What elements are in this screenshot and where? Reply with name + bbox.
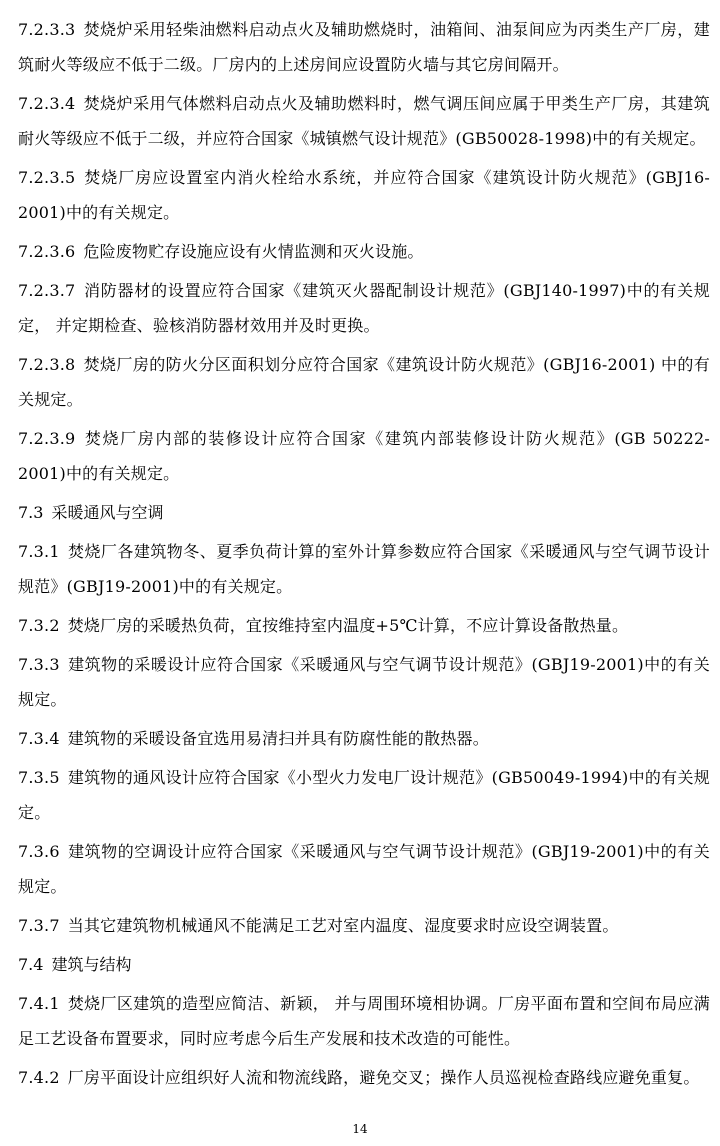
clause-number: 7.4.2 (18, 1068, 60, 1087)
clause-paragraph (18, 986, 710, 1056)
clause-text: 焚烧厂房的防火分区面积划分应符合国家《建筑设计防火规范》(GBJ16-2001) 中的有关规定。 (18, 355, 710, 409)
clause-text: 建筑物的采暖设备宜选用易清扫并具有防腐性能的散热器。 (67, 729, 489, 748)
clause-paragraph (18, 12, 710, 82)
clause-text: 建筑物的采暖设计应符合国家《采暖通风与空气调节设计规范》(GBJ19-2001)中的有关规定。 (18, 655, 710, 709)
clause-number: 7.2.3.6 (18, 242, 76, 261)
clause-text: 危险废物贮存设施应设有火情监测和灭火设施。 (83, 242, 424, 261)
clause-text: 建筑物的空调设计应符合国家《采暖通风与空气调节设计规范》(GBJ19-2001)中的有关规定。 (18, 842, 710, 896)
clause-number: 7.3.7 (18, 916, 60, 935)
clause-paragraph (18, 273, 710, 343)
clause-text: 当其它建筑物机械通风不能满足工艺对室内温度、湿度要求时应设空调装置。 (67, 916, 619, 935)
clause-number: 7.2.3.9 (18, 429, 76, 448)
clause-number: 7.2.3.5 (18, 168, 76, 187)
clause-paragraph (18, 608, 710, 643)
clause-text: 焚烧厂各建筑物冬、夏季负荷计算的室外计算参数应符合国家《采暖通风与空气调节设计规范》(GBJ19-2001)中的有关规定。 (18, 542, 710, 596)
page-number: 14 (352, 1122, 368, 1136)
clause-number: 7.3.6 (18, 842, 60, 861)
clause-paragraph (18, 86, 710, 156)
clause-paragraph (18, 834, 710, 904)
clause-paragraph (18, 160, 710, 230)
clause-number: 7.2.3.3 (18, 20, 76, 39)
clause-paragraph (18, 234, 710, 269)
clause-paragraph (18, 421, 710, 491)
clause-number: 7.2.3.7 (18, 281, 76, 300)
clause-paragraph (18, 534, 710, 604)
section-title: 采暖通风与空调 (51, 503, 164, 522)
clause-text: 焚烧炉采用气体燃料启动点火及辅助燃料时，燃气调压间应属于甲类生产厂房，其建筑耐火等级应不低于二级，并应符合国家《城镇燃气设计规范》(GB50028-1998)中的有关规定。 (18, 94, 710, 148)
clause-number: 7.2.3.4 (18, 94, 76, 113)
clause-number: 7.3.5 (18, 768, 60, 787)
clause-number: 7.3.1 (18, 542, 60, 561)
clause-text: 消防器材的设置应符合国家《建筑灭火器配制设计规范》(GBJ140-1997)中的有关规定， 并定期检查、验核消防器材效用并及时更换。 (18, 281, 710, 335)
clause-number: 7.2.3.8 (18, 355, 76, 374)
clause-number: 7.4.1 (18, 994, 60, 1013)
section-heading (18, 495, 710, 530)
document-body (18, 12, 710, 1099)
clause-text: 焚烧炉采用轻柴油燃料启动点火及辅助燃烧时，油箱间、油泵间应为丙类生产厂房，建筑耐火等级应不低于二级。厂房内的上述房间应设置防火墙与其它房间隔开。 (18, 20, 710, 74)
clause-paragraph (18, 760, 710, 830)
clause-paragraph (18, 347, 710, 417)
clause-paragraph (18, 908, 710, 943)
clause-text: 焚烧厂房应设置室内消火栓给水系统，并应符合国家《建筑设计防火规范》(GBJ16-2001)中的有关规定。 (18, 168, 710, 222)
clause-number: 7.3.4 (18, 729, 60, 748)
clause-paragraph (18, 1060, 710, 1095)
clause-text: 厂房平面设计应组织好人流和物流线路，避免交叉；操作人员巡视检查路线应避免重复。 (67, 1068, 700, 1087)
clause-number: 7.3.2 (18, 616, 60, 635)
clause-text: 焚烧厂区建筑的造型应简洁、新颖， 并与周围环境相协调。厂房平面布置和空间布局应满足工艺设备布置要求，同时应考虑今后生产发展和技术改造的可能性。 (18, 994, 710, 1048)
clause-paragraph (18, 721, 710, 756)
clause-number: 7.3 (18, 503, 44, 522)
clause-number: 7.3.3 (18, 655, 60, 674)
clause-text: 焚烧厂房内部的装修设计应符合国家《建筑内部装修设计防火规范》(GB 50222-2001)中的有关规定。 (18, 429, 710, 483)
clause-paragraph (18, 647, 710, 717)
section-title: 建筑与结构 (51, 955, 132, 974)
clause-text: 焚烧厂房的采暖热负荷，宜按维持室内温度+5℃计算，不应计算设备散热量。 (67, 616, 629, 635)
section-heading (18, 947, 710, 982)
clause-number: 7.4 (18, 955, 44, 974)
clause-text: 建筑物的通风设计应符合国家《小型火力发电厂设计规范》(GB50049-1994)中的有关规定。 (18, 768, 710, 822)
